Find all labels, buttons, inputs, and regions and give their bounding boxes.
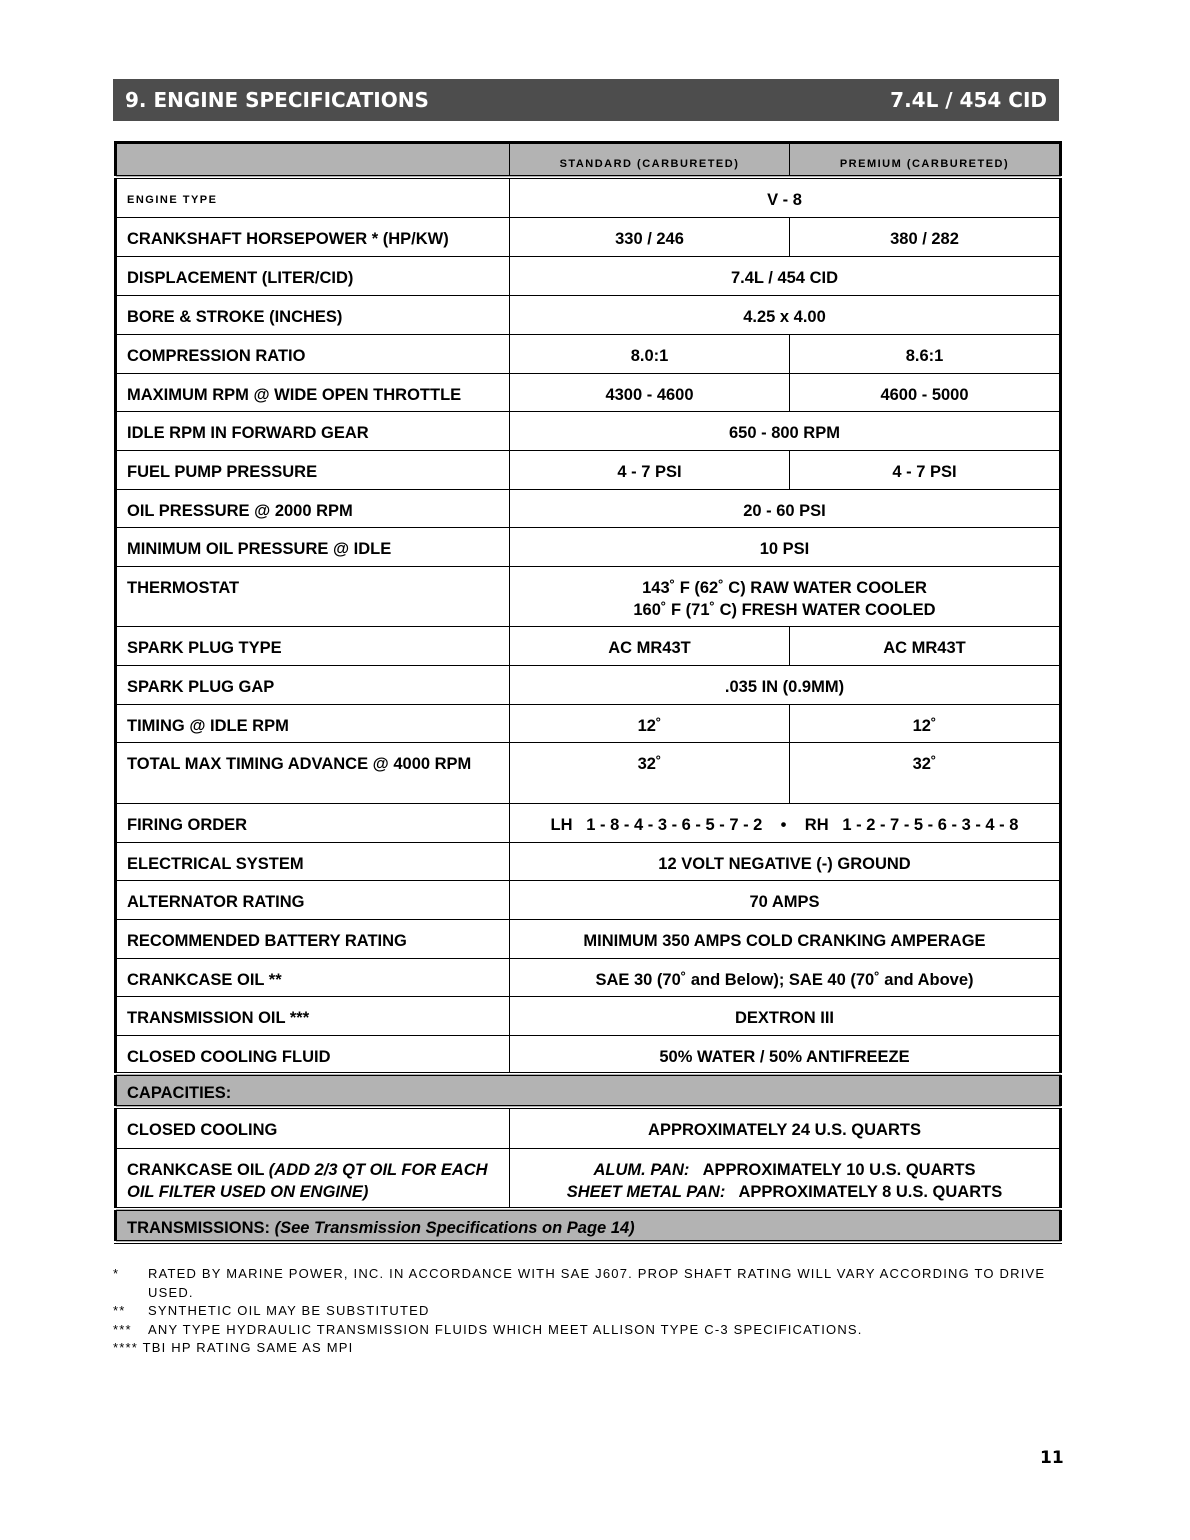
spec-label [116,919,510,958]
text-segment: MINIMUM OIL PRESSURE @ IDLE [127,539,392,558]
section-row [116,1074,1061,1107]
text-segment: SHEET METAL PAN: [566,1182,726,1201]
spec-value-standard: 4300 - 4600 [510,373,790,411]
spec-label [116,334,510,373]
page-number: 11 [1040,1448,1064,1468]
text-segment: LH 1 - 8 - 4 - 3 - 6 - 5 - 7 - 2 • RH 1 - 2 - 7 - 5 - 6 - 3 - 4 - 8 [550,815,1019,834]
text-segment: CRANKCASE OIL [127,1160,269,1179]
spec-label [116,411,510,450]
table-row [116,256,1061,295]
text-segment: DISPLACEMENT (LITER/CID) [127,268,354,287]
text-segment: APPROXIMATELY 24 U.S. QUARTS [648,1121,921,1139]
text-segment: APPROXIMATELY 8 U.S. QUARTS [725,1182,1003,1201]
table-row [116,295,1061,334]
text-segment: ALTERNATOR RATING [127,892,305,911]
spec-value [510,1107,1061,1148]
spec-value [510,566,1061,626]
section-title: 9. ENGINE SPECIFICATIONS [125,88,429,112]
spec-label [116,704,510,742]
text-segment: TOTAL MAX TIMING ADVANCE @ 4000 RPM [127,754,472,773]
spec-value-premium: 32˚ [790,742,1061,803]
footnote-text: SYNTHETIC OIL MAY BE SUBSTITUTED [148,1303,430,1318]
spec-value-premium: 380 / 282 [790,217,1061,256]
text-segment: BORE & STROKE (INCHES) [127,307,343,326]
spec-value [510,996,1061,1035]
spec-value-standard: 330 / 246 [510,217,790,256]
text-segment: DEXTRON III [734,1008,834,1027]
text-segment: FUEL PUMP PRESSURE [127,462,318,481]
section-header [113,79,1059,121]
text-segment: IDLE RPM IN FORWARD GEAR [127,423,369,442]
text-segment: OIL PRESSURE @ 2000 RPM [127,501,353,520]
footnote [113,1265,1053,1302]
spec-value-premium: 4600 - 5000 [790,373,1061,411]
section-row [116,1209,1061,1242]
footnote [113,1302,1053,1321]
table-row [116,665,1061,704]
spec-value [510,527,1061,566]
text-segment: ENGINE TYPE [127,194,218,206]
spec-label [116,256,510,295]
table-row [116,742,1061,803]
spec-label [116,880,510,919]
engine-spec-table [114,141,1062,1244]
spec-value-standard: 8.0:1 [510,334,790,373]
text-segment: 20 - 60 PSI [743,501,826,520]
spec-value [510,919,1061,958]
table-row [116,566,1061,626]
spec-label [116,450,510,489]
text-segment: 650 - 800 RPM [729,423,840,442]
text-segment: .035 IN (0.9MM) [724,677,845,696]
text-segment: CLOSED COOLING [127,1121,278,1139]
spec-label [116,1107,510,1148]
spec-label [116,373,510,411]
footnote-text: ANY TYPE HYDRAULIC TRANSMISSION FLUIDS WHICH MEET ALLISON TYPE C-3 SPECIFICATIONS. [148,1321,863,1337]
table-row [116,958,1061,996]
spec-value [510,177,1061,217]
spec-value-premium: 8.6:1 [790,334,1061,373]
spec-label [116,803,510,842]
text-segment: TRANSMISSIONS: [127,1219,275,1237]
table-row [116,626,1061,665]
column-header-standard: STANDARD (CARBURETED) [510,143,790,178]
table-row [116,880,1061,919]
spec-label [116,489,510,527]
text-segment: CLOSED COOLING FLUID [127,1047,331,1066]
table-row [116,334,1061,373]
spec-value [510,411,1061,450]
spec-value [510,489,1061,527]
spec-value [510,1148,1061,1209]
table-row [116,373,1061,411]
text-segment: (See Transmission Specifications on Page 14) [274,1219,635,1237]
text-segment: MAXIMUM RPM @ WIDE OPEN THROTTLE [127,385,462,404]
text-segment: TRANSMISSION OIL *** [127,1008,310,1027]
text-segment: 143˚ F (62˚ C) RAW WATER COOLER [642,578,927,597]
text-segment: SAE 30 (70˚ and Below); SAE 40 (70˚ and Above) [595,970,974,989]
text-segment: RECOMMENDED BATTERY RATING [127,931,407,950]
spec-label [116,665,510,704]
text-segment: TIMING @ IDLE RPM [127,716,289,735]
table-row [116,803,1061,842]
spec-label [116,1148,510,1209]
spec-value-premium: AC MR43T [790,626,1061,665]
text-segment: 50% WATER / 50% ANTIFREEZE [659,1047,910,1066]
table-row [116,1107,1061,1148]
footnote-mark: ** [113,1303,126,1318]
text-segment: SPARK PLUG GAP [127,677,275,696]
table-row [116,1148,1061,1209]
text-segment: CRANKSHAFT HORSEPOWER * (HP/KW) [127,229,449,248]
footnote [113,1321,1053,1340]
spec-value [510,880,1061,919]
column-header-label [116,143,510,178]
table-row [116,177,1061,217]
footnote [113,1339,1053,1358]
spec-label [116,996,510,1035]
spec-value [510,256,1061,295]
spec-value [510,803,1061,842]
spec-value [510,958,1061,996]
spec-label [116,958,510,996]
spec-label [116,217,510,256]
section-label [116,1209,1061,1242]
text-segment: COMPRESSION RATIO [127,346,306,365]
spec-label [116,626,510,665]
text-segment: FIRING ORDER [127,815,248,834]
text-segment: 10 PSI [759,539,810,558]
table-row [116,842,1061,880]
spec-label [116,177,510,217]
spec-label [116,527,510,566]
text-segment: CAPACITIES: [127,1084,232,1102]
spec-label [116,566,510,626]
text-segment: V - 8 [767,191,802,209]
footnote-mark: *** [113,1321,132,1337]
spec-value [510,842,1061,880]
table-header-row [116,143,1061,178]
text-segment: ELECTRICAL SYSTEM [127,854,304,873]
spec-value [510,665,1061,704]
text-segment: 70 AMPS [749,892,820,911]
text-segment: 12 VOLT NEGATIVE (-) GROUND [658,854,911,873]
spec-label [116,295,510,334]
text-segment: (ADD 2/3 QT OIL FOR EACH OIL FILTER USED ON ENGINE) [127,1160,488,1201]
footnote-text: RATED BY MARINE POWER, INC. IN ACCORDANCE WITH SAE J607. PROP SHAFT RATING WILL VARY ACCORDING TO DRIVE USED. [148,1266,1046,1300]
text-segment: 160˚ F (71˚ C) FRESH WATER COOLED [633,600,936,619]
table-row [116,704,1061,742]
footnotes [113,1265,1053,1358]
spec-value-premium: 4 - 7 PSI [790,450,1061,489]
spec-value-standard: AC MR43T [510,626,790,665]
engine-model: 7.4L / 454 CID [890,88,1047,112]
text-segment: CRANKCASE OIL ** [127,970,282,989]
spec-label [116,1035,510,1074]
column-header-premium: PREMIUM (CARBURETED) [790,143,1061,178]
text-segment: APPROXIMATELY 10 U.S. QUARTS [689,1160,976,1179]
footnote-text: **** TBI HP RATING SAME AS MPI [113,1340,354,1355]
text-segment: 7.4L / 454 CID [730,268,838,287]
table-row [116,1035,1061,1074]
table-row [116,217,1061,256]
text-segment: MINIMUM 350 AMPS COLD CRANKING AMPERAGE [583,931,986,950]
spec-label [116,842,510,880]
text-segment: SPARK PLUG TYPE [127,638,282,657]
spec-value-standard: 4 - 7 PSI [510,450,790,489]
section-label [116,1074,1061,1107]
spec-value-standard: 12˚ [510,704,790,742]
text-segment: THERMOSTAT [127,578,240,597]
table-row [116,527,1061,566]
spec-value-standard: 32˚ [510,742,790,803]
table-row [116,450,1061,489]
spec-value [510,295,1061,334]
footnote-mark: * [113,1266,120,1281]
spec-label [116,742,510,803]
table-row [116,919,1061,958]
table-row [116,996,1061,1035]
table-row [116,489,1061,527]
table-row [116,411,1061,450]
text-segment: ALUM. PAN: [593,1160,690,1179]
spec-value [510,1035,1061,1074]
text-segment: 4.25 x 4.00 [743,307,826,326]
spec-value-premium: 12˚ [790,704,1061,742]
